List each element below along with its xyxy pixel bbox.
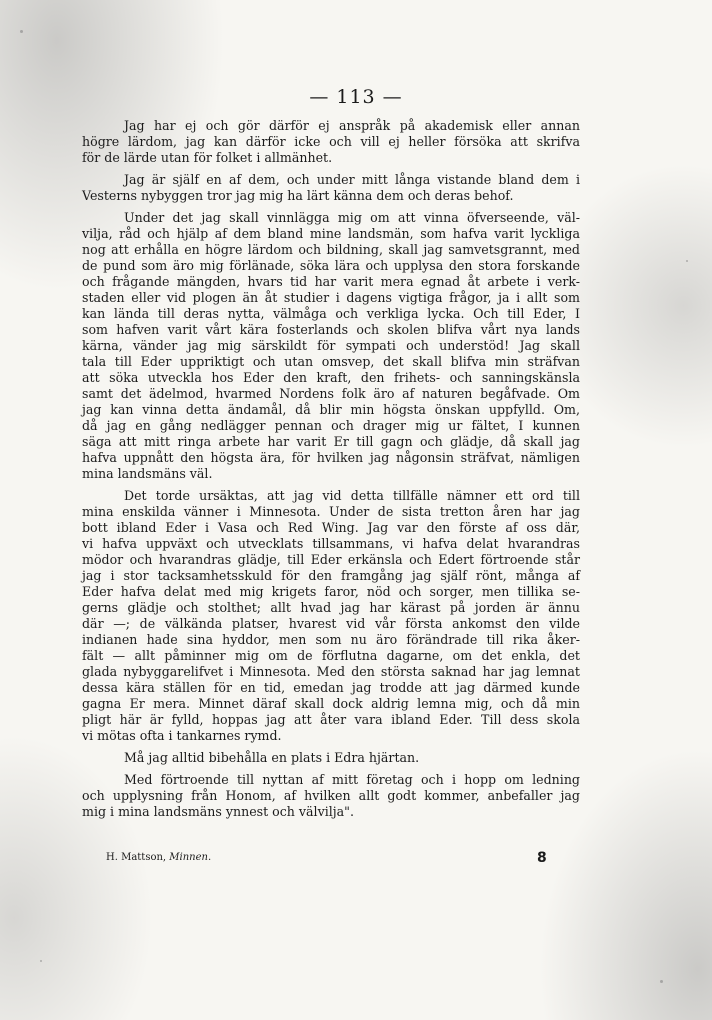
text-line: där —; de välkända platser, hvarest vid vår första ankomst den vilde bbox=[82, 616, 580, 631]
text-line: vi mötas ofta i tankarnes rymd. bbox=[82, 728, 282, 743]
text-line: kärna, vänder jag mig särskildt för sympati och understöd! Jag skall bbox=[82, 338, 580, 353]
text-line: hafva uppnått den högsta ära, för hvilken jag någonsin sträfvat, nämligen bbox=[82, 450, 580, 465]
text-line: Jag är själf en af dem, och under mitt långa vistande bland dem i bbox=[124, 172, 580, 187]
scan-speck bbox=[660, 980, 663, 983]
text-line: nog att erhålla en högre lärdom och bildning, skall jag samvetsgrannt, med bbox=[82, 242, 580, 257]
paragraph bbox=[82, 772, 580, 820]
scan-speck bbox=[686, 260, 688, 262]
text-line: vilja, råd och hjälp af dem bland mine landsmän, som hafva varit lyckliga bbox=[82, 226, 580, 241]
text-line: att söka utveckla hos Eder den kraft, den frihets- och sanningskänsla bbox=[82, 370, 580, 385]
body-text bbox=[82, 118, 580, 826]
footer-book-title: Minnen. bbox=[169, 852, 212, 863]
text-line: mina landsmäns väl. bbox=[82, 466, 213, 481]
text-line: gerns glädje och stolthet; allt hvad jag har kärast på jorden är ännu bbox=[82, 600, 580, 615]
text-line: indianen hade sina hyddor, men som nu äro förändrade till rika åker- bbox=[82, 632, 580, 647]
text-line: vi hafva uppväxt och utvecklats tillsammans, vi hafva delat hvarandras bbox=[82, 536, 580, 551]
text-line: gagna Er mera. Minnet däraf skall dock aldrig lemna mig, och då min bbox=[82, 696, 580, 711]
text-line: pligt här är fylld, hoppas jag att åter vara ibland Eder. Till dess skola bbox=[82, 712, 580, 727]
text-line: säga att mitt ringa arbete har varit Er till gagn och glädje, då skall jag bbox=[82, 434, 580, 449]
text-line: staden eller vid plogen än åt studier i dagens vigtiga frågor, ja i allt som bbox=[82, 290, 580, 305]
paragraph bbox=[82, 118, 580, 166]
text-line: mödor och hvarandras glädje, till Eder erkänsla och Edert förtroende står bbox=[82, 552, 580, 567]
paragraph bbox=[82, 750, 580, 766]
paragraph bbox=[82, 210, 580, 482]
scan-speck bbox=[40, 960, 42, 962]
text-line: för de lärde utan för folket i allmänhet. bbox=[82, 150, 333, 165]
text-line: fält — allt påminner mig om de förflutna dagarne, om det enkla, det bbox=[82, 648, 580, 663]
text-line: mig i mina landsmäns ynnest och välvilja". bbox=[82, 804, 354, 819]
signature-mark: 8 bbox=[537, 850, 547, 866]
text-line: och frågande mängden, hvars tid har varit mera egnad åt arbete i verk- bbox=[82, 274, 580, 289]
text-line: Eder hafva delat med mig krigets faror, nöd och sorger, men tillika se- bbox=[82, 584, 580, 599]
text-line: Det torde ursäktas, att jag vid detta tillfälle nämner ett ord till bbox=[124, 488, 580, 503]
text-line: kan lända till deras nytta, välmåga och verkliga lycka. Och till Eder, I bbox=[82, 306, 580, 321]
text-line: bott ibland Eder i Vasa och Red Wing. Jag var den förste af oss där, bbox=[82, 520, 580, 535]
text-line: Under det jag skall vinnlägga mig om att vinna öfverseende, väl- bbox=[124, 210, 580, 225]
text-line: de pund som äro mig förlänade, söka lära och upplysa den stora forskande bbox=[82, 258, 580, 273]
text-line: Med förtroende till nyttan af mitt företag och i hopp om ledning bbox=[124, 772, 580, 787]
text-line: dessa kära ställen för en tid, emedan jag trodde att jag därmed kunde bbox=[82, 680, 580, 695]
text-line: och upplysning från Honom, af hvilken allt godt kommer, anbefaller jag bbox=[82, 788, 580, 803]
text-line: Jag har ej och gör därför ej anspråk på akademisk eller annan bbox=[124, 118, 580, 133]
paragraph bbox=[82, 488, 580, 744]
text-line: som hafven varit vårt kära fosterlands och skolen blifva vårt nya lands bbox=[82, 322, 580, 337]
text-line: tala till Eder uppriktigt och utan omsvep, det skall blifva min sträfvan bbox=[82, 354, 580, 369]
text-line: glada nybyggarelifvet i Minnesota. Med den största saknad har jag lemnat bbox=[82, 664, 580, 679]
page-number: — 113 — bbox=[309, 86, 403, 108]
scan-speck bbox=[20, 30, 23, 33]
footer-author: H. Mattson, bbox=[106, 852, 167, 863]
text-line: Vesterns nybyggen tror jag mig ha lärt känna dem och deras behof. bbox=[82, 188, 514, 203]
text-line: samt det ädelmod, hvarmed Nordens folk äro af naturen begåfvade. Om bbox=[82, 386, 580, 401]
footer-citation bbox=[106, 852, 556, 863]
text-line: jag kan vinna detta ändamål, då blir min högsta önskan uppfylld. Om, bbox=[82, 402, 580, 417]
text-line: högre lärdom, jag kan därför icke och vill ej heller försöka att skrifva bbox=[82, 134, 580, 149]
text-line: Må jag alltid bibehålla en plats i Edra hjärtan. bbox=[124, 750, 420, 765]
paragraph bbox=[82, 172, 580, 204]
text-line: mina enskilda vänner i Minnesota. Under de sista tretton åren har jag bbox=[82, 504, 580, 519]
text-line: jag i stor tacksamhetsskuld för den framgång jag själf rönt, många af bbox=[82, 568, 580, 583]
text-line: då jag en gång nedlägger pennan och drager mig ur fältet, I kunnen bbox=[82, 418, 580, 433]
